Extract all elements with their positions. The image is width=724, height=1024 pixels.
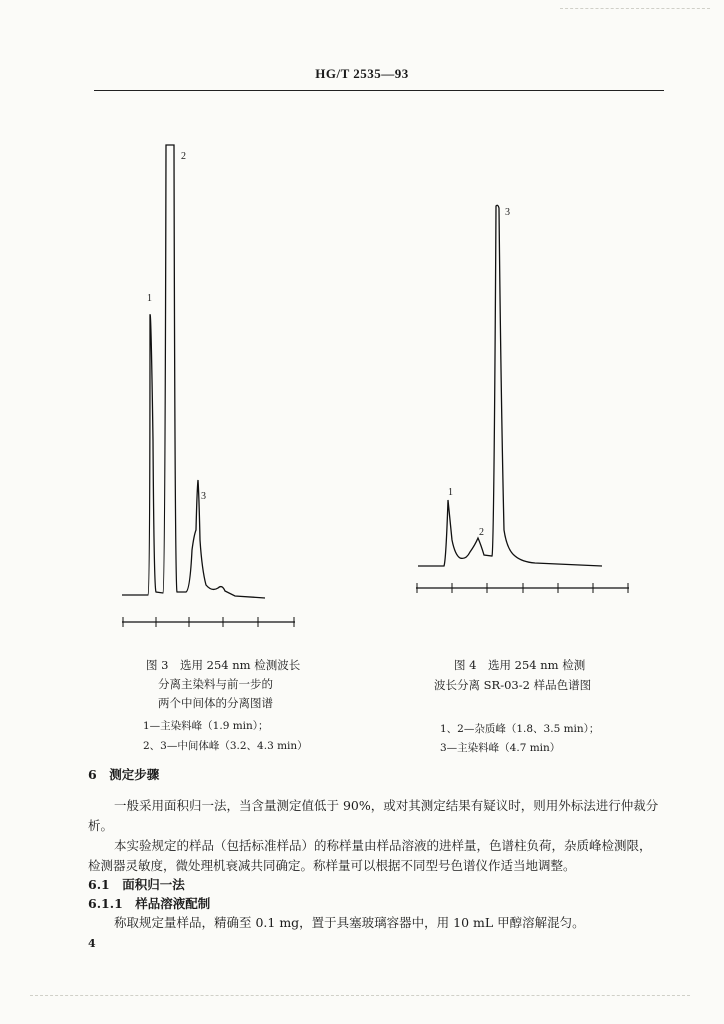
subsection-6-1-1-title: 6.1.1 样品溶液配制 xyxy=(88,896,211,911)
figure4-peak-label: 1 xyxy=(448,487,453,498)
figure4-chromatogram xyxy=(410,200,640,600)
figure4-peak-label: 3 xyxy=(505,207,510,218)
figure4-legend-line: 3—主染料峰（4.7 min） xyxy=(440,742,561,754)
standard-code-header: HG/T 2535—93 xyxy=(315,66,409,81)
section-6-paragraph-2: 本实验规定的样品（包括标准样品）的称样量由样品溶液的进样量，色谱柱负荷，杂质峰检测限，检测器灵敏度，微处理机衰减共同确定。称样量可以根据不同型号色谱仪作适当地调整。 xyxy=(88,838,652,873)
figure3-peak-label: 3 xyxy=(201,491,206,502)
figure4-caption-line: 图 4 选用 254 nm 检测 xyxy=(454,658,586,672)
figure3-peak-label: 1 xyxy=(147,293,152,304)
figure3-caption-line: 分离主染料与前一步的 xyxy=(158,677,273,691)
section-6-title: 6 测定步骤 xyxy=(88,767,160,782)
figure3-caption-line: 两个中间体的分离图谱 xyxy=(158,696,273,710)
scan-artifact-top xyxy=(560,8,710,9)
figure3-trace xyxy=(122,145,265,598)
figure3-legend-line: 2、3—中间体峰（3.2、4.3 min） xyxy=(143,740,308,752)
header-rule xyxy=(94,90,664,91)
figure3-caption-line: 图 3 选用 254 nm 检测波长 xyxy=(146,658,301,672)
section-6-paragraph-1: 一般采用面积归一法，当含量测定值低于 90%，或对其测定结果有疑议时，则用外标法进行仲裁分析。 xyxy=(88,798,659,833)
figure4-trace xyxy=(418,205,602,566)
figure4-legend-line: 1、2—杂质峰（1.8、3.5 min）； xyxy=(440,723,600,735)
figure4-peak-label: 2 xyxy=(479,527,484,538)
section-6-paragraph-3: 称取规定量样品，精确至 0.1 mg，置于具塞玻璃容器中，用 10 mL 甲醇溶解混匀。 xyxy=(114,915,585,930)
scan-artifact-bottom xyxy=(30,995,690,996)
subsection-6-1-title: 6.1 面积归一法 xyxy=(88,877,185,892)
figure3-chromatogram xyxy=(110,140,310,640)
figure3-legend-line: 1—主染料峰（1.9 min）； xyxy=(143,720,269,732)
page-number: 4 xyxy=(88,937,96,950)
figure3-peak-label: 2 xyxy=(181,151,186,162)
figure4-caption-line: 波长分离 SR-03-2 样品色谱图 xyxy=(434,678,592,692)
